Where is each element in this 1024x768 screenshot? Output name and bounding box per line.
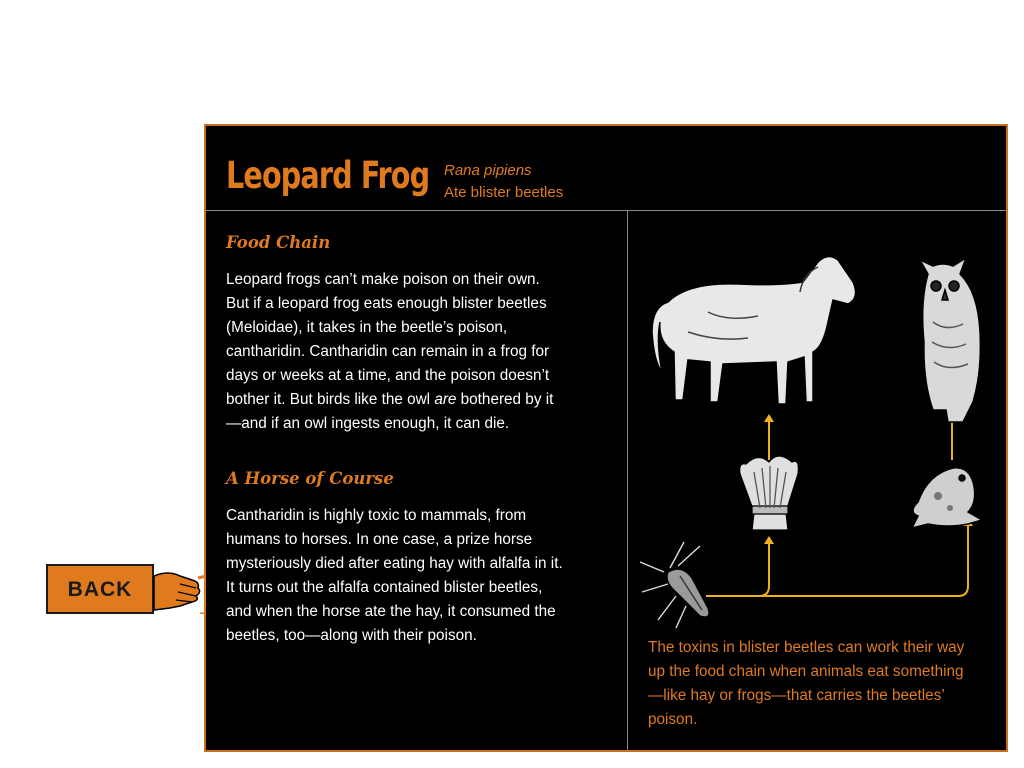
section-heading-food-chain: Food Chain [226, 233, 331, 252]
arrow-beetle-to-frog [706, 524, 968, 596]
owl-icon [920, 258, 980, 422]
beetle-icon [640, 542, 709, 628]
species-subtitle [444, 160, 563, 204]
panel-header [206, 126, 1006, 211]
illustration-caption: The toxins in blister beetles can work their way up the food chain when animals eat something—like hay or frogs—that carries the beetles’ poison. [648, 639, 965, 728]
frog-icon [912, 468, 982, 528]
horse-icon [652, 256, 856, 404]
hay-icon [740, 456, 799, 530]
section-text-horse: Cantharidin is highly toxic to mammals, from humans to horses. In one case, a prize horse mysteriously died after eating hay with alfalfa in it. It turns out the alfalfa contained blister beetles, and when the horse ate the hay, it consumed the beetles, too—along with their poison. [226, 507, 563, 644]
info-panel [204, 124, 1008, 752]
species-note: Ate blister beetles [444, 184, 564, 201]
food-chain-illustration [628, 212, 1008, 632]
text-column [226, 232, 566, 648]
section-text-food-chain: Leopard frogs can’t make poison on their own. But if a leopard frog eats enough blister beetles (Meloidae), it takes in the beetle’s poison, cantharidin. Cantharidin can remain in a frog for days or weeks at a time, and the poison doesn’t bother it. But birds like the owl are bothered by it—and if an owl ingests enough, it can die. [226, 271, 554, 432]
scientific-name: Rana pipiens [444, 162, 532, 179]
page-title: Leopard Frog [226, 154, 430, 197]
section-heading-horse: A Horse of Course [226, 469, 394, 488]
back-button-label: BACK [67, 578, 133, 601]
arrow-beetle-to-hay [759, 542, 769, 596]
back-button[interactable] [46, 564, 154, 614]
pointing-hand-icon [150, 566, 206, 614]
